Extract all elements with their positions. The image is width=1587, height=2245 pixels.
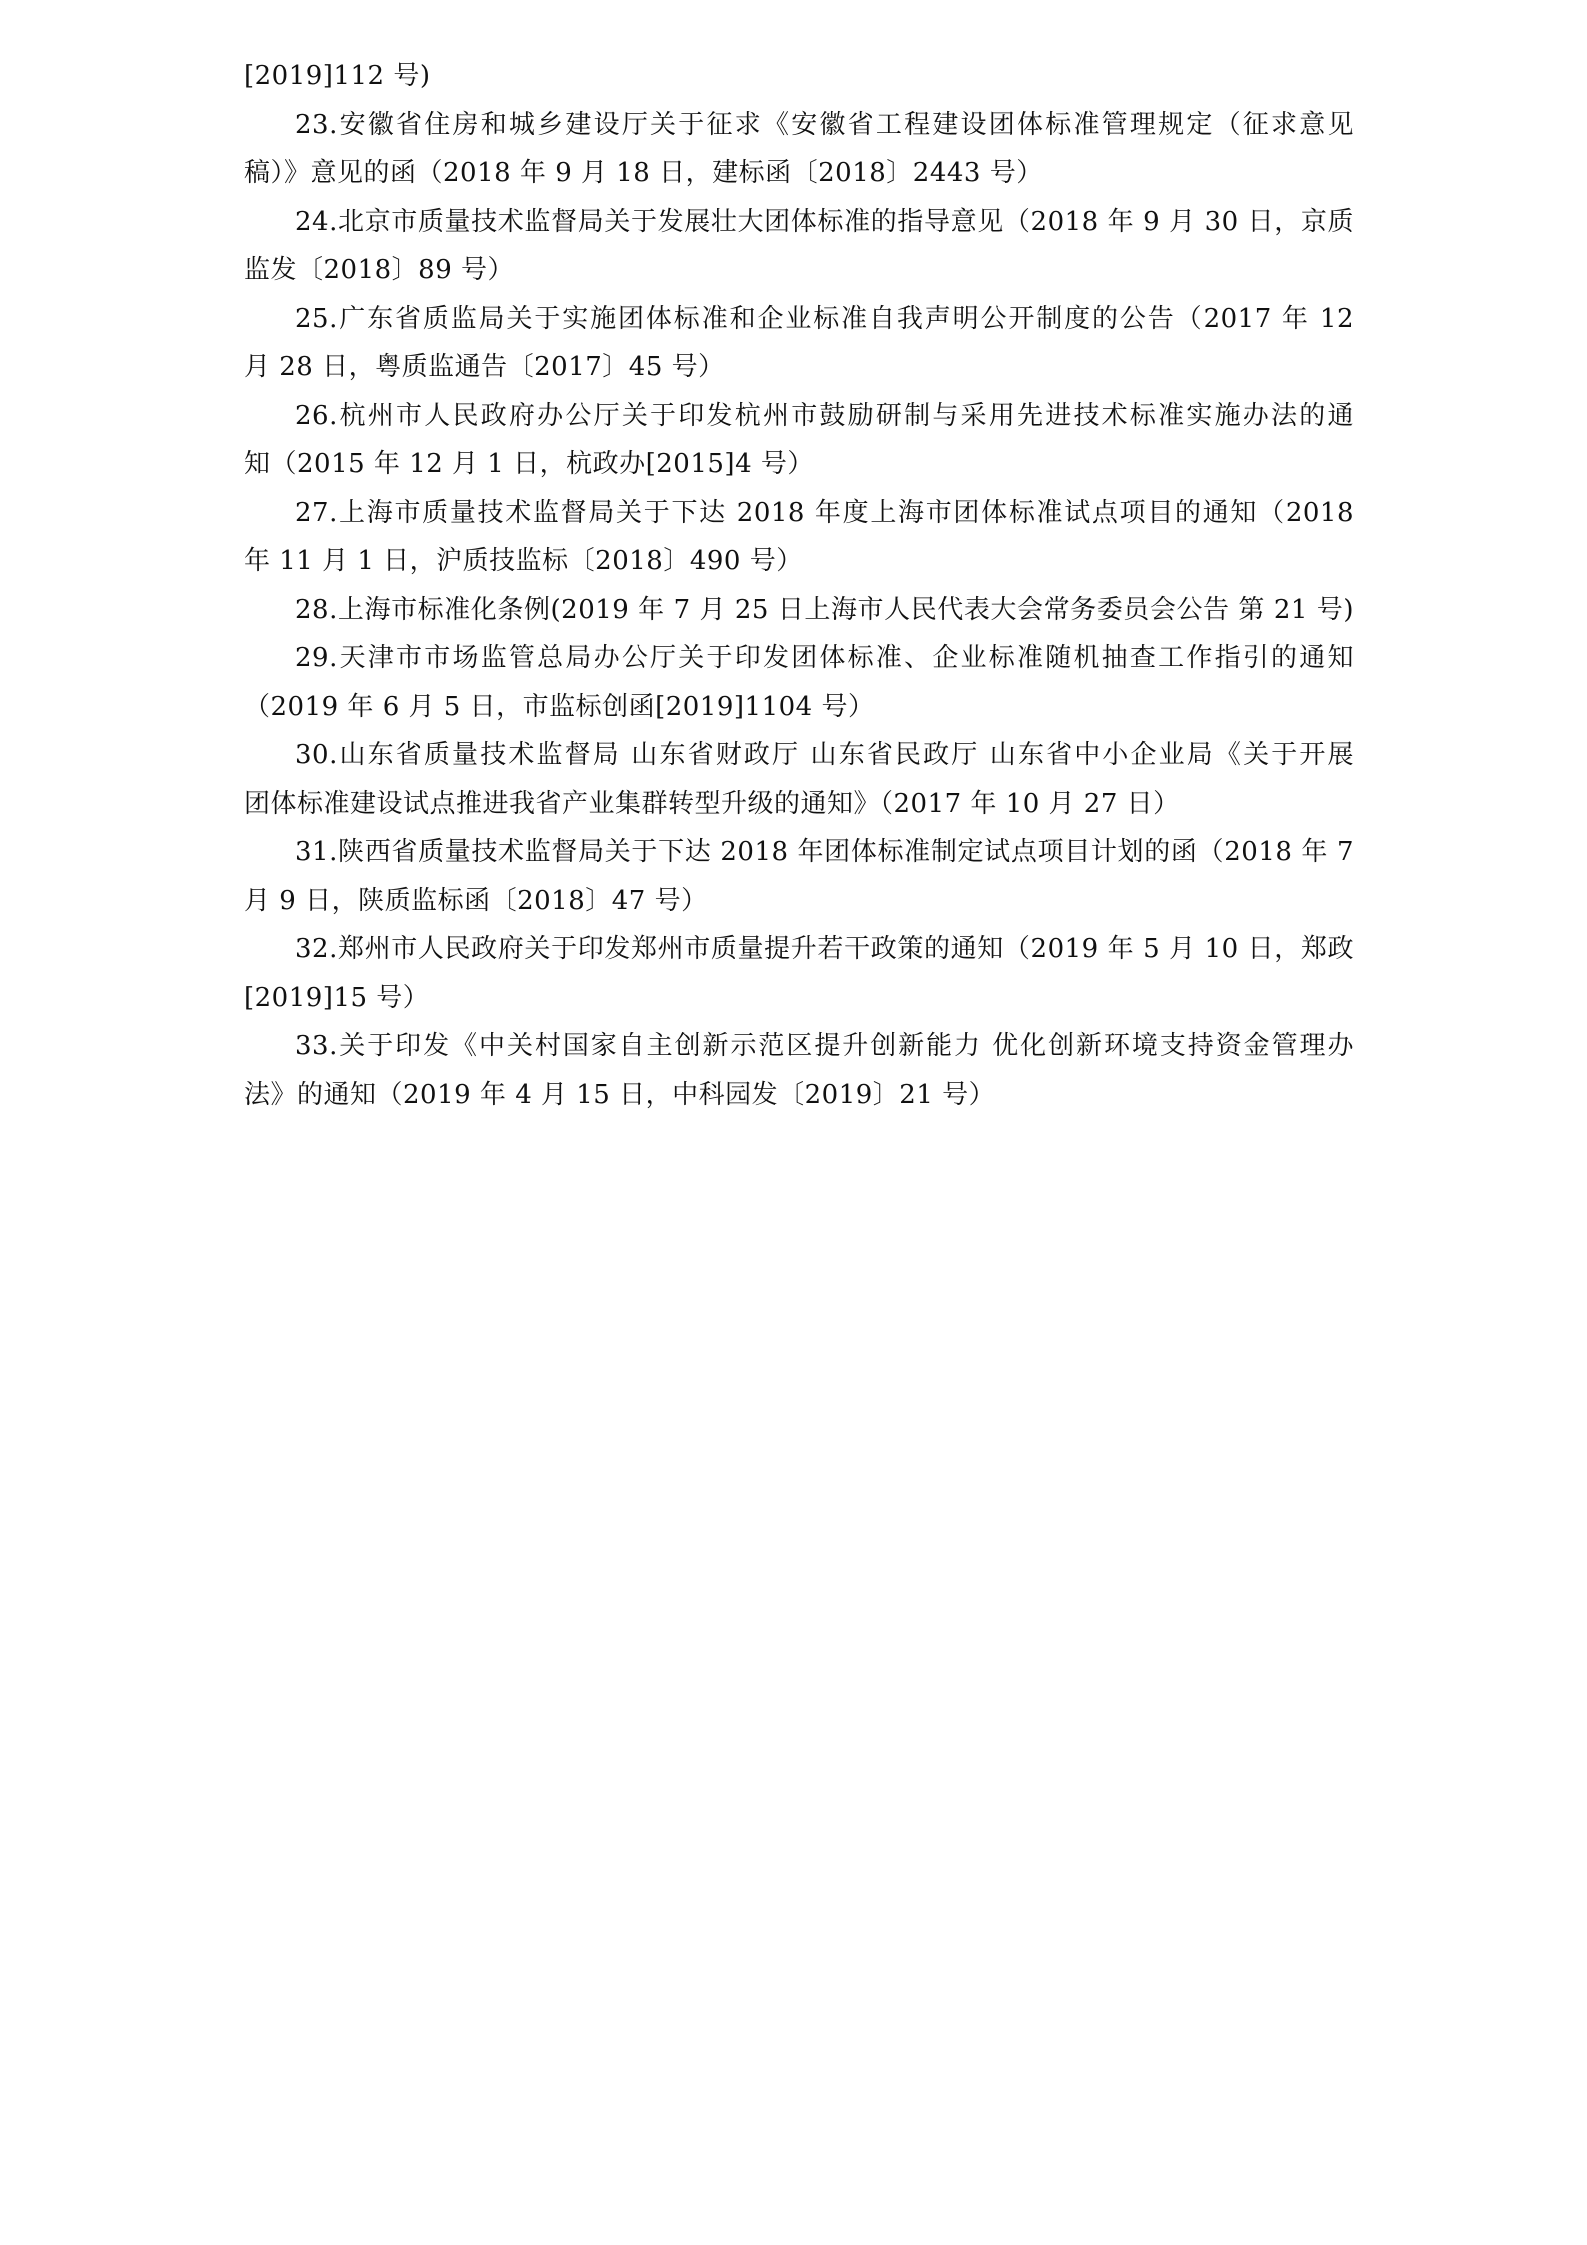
- reference-item-31: [244, 828, 1354, 925]
- document-page: [244, 52, 1354, 1119]
- reference-line: 31.陕西省质量技术监督局关于下达 2018 年团体标准制定试点项目计划的函（2018 年 7: [295, 837, 1354, 867]
- reference-line: 法》的通知（2019 年 4 月 15 日，中科园发〔2019〕21 号）: [244, 1079, 996, 1110]
- reference-line: 28.上海市标准化条例(2019 年 7 月 25 日上海市人民代表大会常务委员会公告 第 21 号): [295, 594, 1354, 625]
- reference-item-27: [244, 489, 1354, 586]
- reference-line: 24.北京市质量技术监督局关于发展壮大团体标准的指导意见（2018 年 9 月 30 日，京质: [295, 206, 1354, 237]
- reference-line: （2019 年 6 月 5 日，市监标创函[2019]1104 号）: [244, 691, 875, 722]
- reference-line: 23.安徽省住房和城乡建设厅关于征求《安徽省工程建设团体标准管理规定（征求意见: [295, 109, 1354, 140]
- reference-line: 25.广东省质监局关于实施团体标准和企业标准自我声明公开制度的公告（2017 年 12: [295, 303, 1354, 334]
- reference-item-26: [244, 392, 1354, 489]
- reference-line: 年 11 月 1 日，沪质技监标〔2018〕490 号）: [244, 546, 803, 576]
- reference-continuation: [244, 52, 1354, 101]
- reference-line: 月 28 日，粤质监通告〔2017〕45 号）: [244, 352, 725, 382]
- reference-line: 月 9 日，陕质监标函〔2018〕47 号）: [244, 885, 708, 916]
- reference-line: 27.上海市质量技术监督局关于下达 2018 年度上海市团体标准试点项目的通知（2018: [295, 497, 1354, 528]
- reference-item-32: [244, 925, 1354, 1022]
- reference-line: 29.天津市市场监管总局办公厅关于印发团体标准、企业标准随机抽查工作指引的通知: [295, 643, 1354, 673]
- reference-item-23: [244, 101, 1354, 198]
- reference-item-25: [244, 295, 1354, 392]
- reference-item-28: [244, 586, 1354, 635]
- reference-line: 监发〔2018〕89 号）: [244, 255, 515, 285]
- reference-item-24: [244, 198, 1354, 295]
- reference-item-30: [244, 731, 1354, 828]
- reference-item-33: [244, 1022, 1354, 1119]
- reference-line: 30.山东省质量技术监督局 山东省财政厅 山东省民政厅 山东省中小企业局《关于开展: [295, 740, 1354, 770]
- reference-item-29: [244, 634, 1354, 731]
- reference-line: 26.杭州市人民政府办公厅关于印发杭州市鼓励研制与采用先进技术标准实施办法的通: [295, 400, 1354, 431]
- reference-line: 32.郑州市人民政府关于印发郑州市质量提升若干政策的通知（2019 年 5 月 10 日，郑政: [295, 934, 1354, 964]
- reference-line: 稿）》意见的函（2018 年 9 月 18 日，建标函〔2018〕2443 号）: [244, 158, 1043, 188]
- reference-line: [2019]112 号): [244, 61, 431, 91]
- reference-line: 团体标准建设试点推进我省产业集群转型升级的通知》（2017 年 10 月 27 日）: [244, 788, 1180, 819]
- reference-line: 33.关于印发《中关村国家自主创新示范区提升创新能力 优化创新环境支持资金管理办: [295, 1031, 1354, 1061]
- reference-line: 知（2015 年 12 月 1 日，杭政办[2015]4 号）: [244, 449, 814, 479]
- reference-line: [2019]15 号）: [244, 982, 430, 1013]
